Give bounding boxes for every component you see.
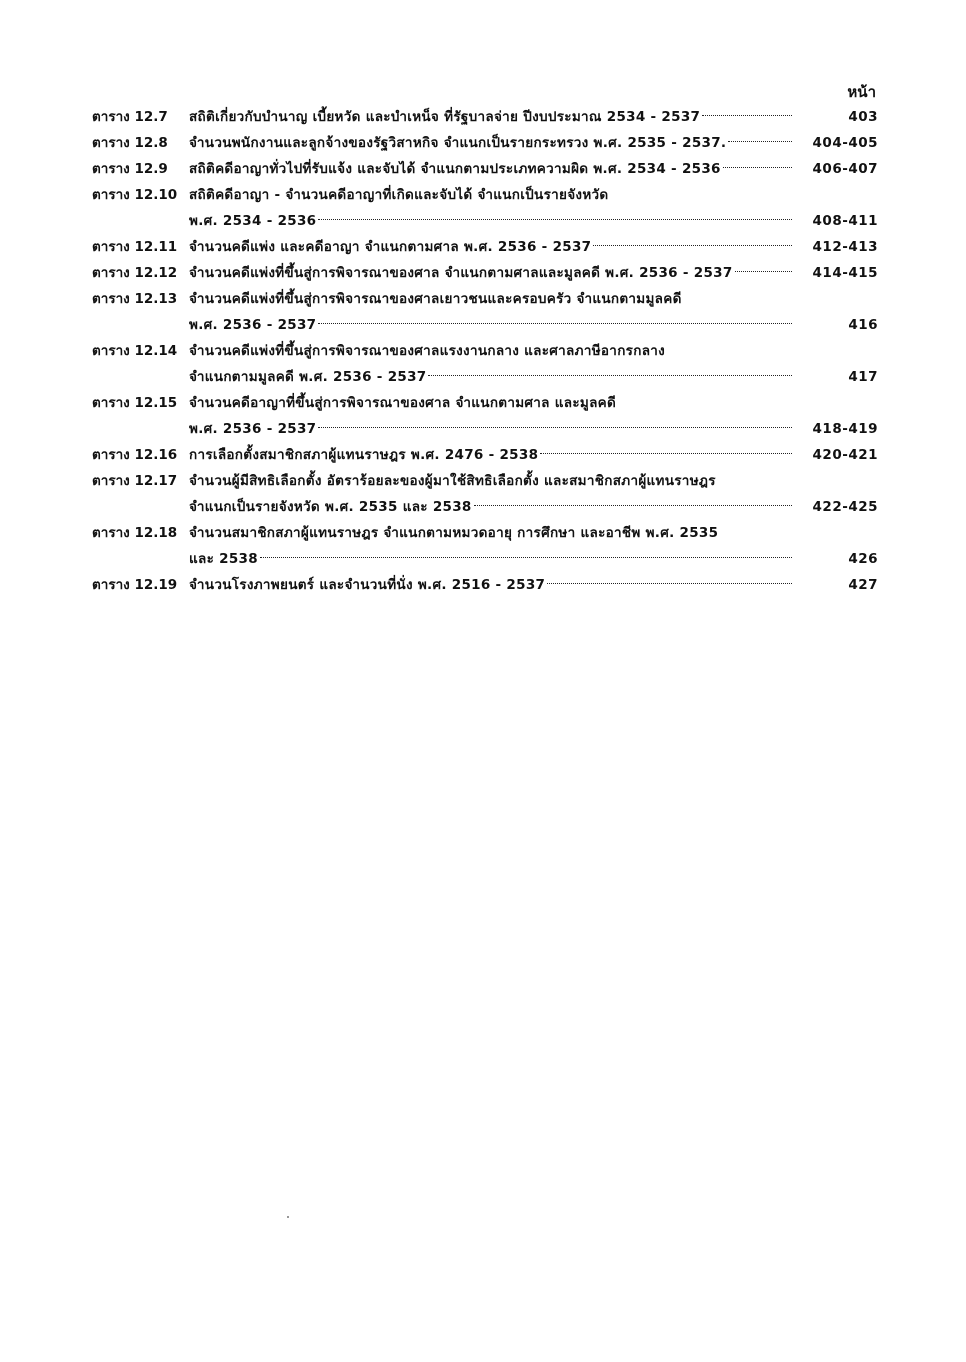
table-of-contents (92, 104, 878, 598)
toc-entry-line (189, 546, 878, 572)
toc-entry-line (189, 104, 878, 130)
toc-entry-page: 408-411 (812, 213, 878, 229)
toc-entry-line (189, 416, 878, 442)
toc-entry-title: จำนวนสมาชิกสภาผู้แทนราษฎร จำแนกตามหมวดอายุ การศึกษา และอาชีพ พ.ศ. 2535 (189, 525, 719, 541)
toc-entry-label: ตาราง 12.18 (92, 525, 178, 541)
toc-entry-label: ตาราง 12.12 (92, 265, 178, 281)
toc-entry-title: จำแนกตามมูลคดี พ.ศ. 2536 - 2537 (189, 369, 427, 385)
toc-entry-page: 406-407 (812, 161, 878, 177)
toc-entry (92, 572, 878, 598)
toc-entry-label: ตาราง 12.19 (92, 577, 178, 593)
toc-entry (92, 338, 878, 390)
toc-entry-line (189, 208, 878, 234)
toc-entry-page: 412-413 (812, 239, 878, 255)
toc-entry-line (189, 494, 878, 520)
toc-entry-title: จำนวนคดีแพ่งที่ขึ้นสู่การพิจารณาของศาลเยาวชนและครอบครัว จำแนกตามมูลคดี (189, 291, 682, 307)
toc-entry-line (189, 364, 878, 390)
toc-entry-line (189, 130, 878, 156)
toc-entry-line (189, 182, 878, 208)
toc-entry-title: จำนวนคดีแพ่งที่ขึ้นสู่การพิจารณาของศาล จำแนกตามศาลและมูลคดี พ.ศ. 2536 - 2537 (189, 265, 733, 281)
toc-entry-title: จำนวนโรงภาพยนตร์ และจำนวนที่นั่ง พ.ศ. 2516 - 2537 (189, 577, 546, 593)
toc-entry-line (189, 572, 878, 598)
toc-entry-line (189, 520, 878, 546)
toc-entry-page: 426 (848, 551, 878, 567)
toc-entry-line (189, 468, 878, 494)
toc-entry-title: พ.ศ. 2534 - 2536 (189, 213, 317, 229)
toc-entry-title: การเลือกตั้งสมาชิกสภาผู้แทนราษฎร พ.ศ. 2476 - 2538 (189, 447, 539, 463)
toc-entry-title: สถิติคดีอาญาทั่วไปที่รับแจ้ง และจับได้ จำแนกตามประเภทความผิด พ.ศ. 2534 - 2536 (189, 161, 721, 177)
dot-leader (547, 583, 792, 584)
toc-entry (92, 390, 878, 442)
toc-entry (92, 182, 878, 234)
dot-leader (318, 323, 792, 324)
toc-entry-title: และ 2538 (189, 551, 258, 567)
toc-entry-label: ตาราง 12.14 (92, 343, 178, 359)
toc-entry-page: 422-425 (812, 499, 878, 515)
toc-entry-line (189, 442, 878, 468)
toc-entry-page: 403 (848, 109, 878, 125)
toc-entry-line (189, 234, 878, 260)
toc-entry-label: ตาราง 12.13 (92, 291, 178, 307)
toc-entry-title: จำนวนพนักงานและลูกจ้างของรัฐวิสาหกิจ จำแนกเป็นรายกระทรวง พ.ศ. 2535 - 2537. (189, 135, 727, 151)
toc-entry-title: จำนวนคดีอาญาที่ขึ้นสู่การพิจารณาของศาล จำแนกตามศาล และมูลคดี (189, 395, 617, 411)
toc-entry (92, 286, 878, 338)
toc-entry-line (189, 390, 878, 416)
toc-entry (92, 442, 878, 468)
toc-entry-page: 414-415 (812, 265, 878, 281)
toc-entry-page: 427 (848, 577, 878, 593)
toc-entry-line (189, 312, 878, 338)
dot-leader (260, 557, 792, 558)
dot-leader (593, 245, 792, 246)
toc-entry-page: 417 (848, 369, 878, 385)
dot-leader (702, 115, 792, 116)
toc-entry-title: จำนวนคดีแพ่ง และคดีอาญา จำแนกตามศาล พ.ศ. 2536 - 2537 (189, 239, 592, 255)
toc-entry-title: สถิติเกี่ยวกับบำนาญ เบี้ยหวัด และบำเหน็จ ที่รัฐบาลจ่าย ปีงบประมาณ 2534 - 2537 (189, 109, 701, 125)
dot-leader (428, 375, 792, 376)
toc-entry (92, 104, 878, 130)
toc-entry-title: จำแนกเป็นรายจังหวัด พ.ศ. 2535 และ 2538 (189, 499, 472, 515)
toc-entry-page: 404-405 (812, 135, 878, 151)
page-column-header: หน้า (847, 83, 876, 101)
toc-entry-title: สถิติคดีอาญา - จำนวนคดีอาญาที่เกิดและจับได้ จำแนกเป็นรายจังหวัด (189, 187, 609, 203)
toc-entry (92, 156, 878, 182)
toc-entry-page: 420-421 (812, 447, 878, 463)
toc-entry-line (189, 156, 878, 182)
dot-leader (728, 141, 792, 142)
toc-entry-page: 416 (848, 317, 878, 333)
toc-entry-title: จำนวนผู้มีสิทธิเลือกตั้ง อัตราร้อยละของผู้มาใช้สิทธิเลือกตั้ง และสมาชิกสภาผู้แทนราษฎร (189, 473, 716, 489)
dot-leader (723, 167, 792, 168)
scan-speck (287, 1216, 289, 1218)
toc-entry-page: 418-419 (812, 421, 878, 437)
toc-entry-label: ตาราง 12.15 (92, 395, 178, 411)
dot-leader (735, 271, 792, 272)
dot-leader (540, 453, 792, 454)
toc-entry-label: ตาราง 12.10 (92, 187, 178, 203)
toc-entry-label: ตาราง 12.9 (92, 161, 168, 177)
toc-entry-line (189, 338, 878, 364)
toc-entry (92, 468, 878, 520)
toc-entry (92, 260, 878, 286)
toc-entry-line (189, 286, 878, 312)
toc-entry-label: ตาราง 12.11 (92, 239, 178, 255)
dot-leader (318, 219, 792, 220)
dot-leader (474, 505, 792, 506)
toc-entry (92, 520, 878, 572)
toc-entry-title: พ.ศ. 2536 - 2537 (189, 317, 317, 333)
toc-entry-label: ตาราง 12.16 (92, 447, 178, 463)
dot-leader (318, 427, 792, 428)
toc-entry-label: ตาราง 12.8 (92, 135, 168, 151)
toc-entry-title: จำนวนคดีแพ่งที่ขึ้นสู่การพิจารณาของศาลแรงงานกลาง และศาลภาษีอากรกลาง (189, 343, 666, 359)
toc-entry (92, 234, 878, 260)
toc-entry-label: ตาราง 12.7 (92, 109, 168, 125)
toc-entry (92, 130, 878, 156)
toc-entry-label: ตาราง 12.17 (92, 473, 178, 489)
toc-entry-title: พ.ศ. 2536 - 2537 (189, 421, 317, 437)
toc-entry-line (189, 260, 878, 286)
